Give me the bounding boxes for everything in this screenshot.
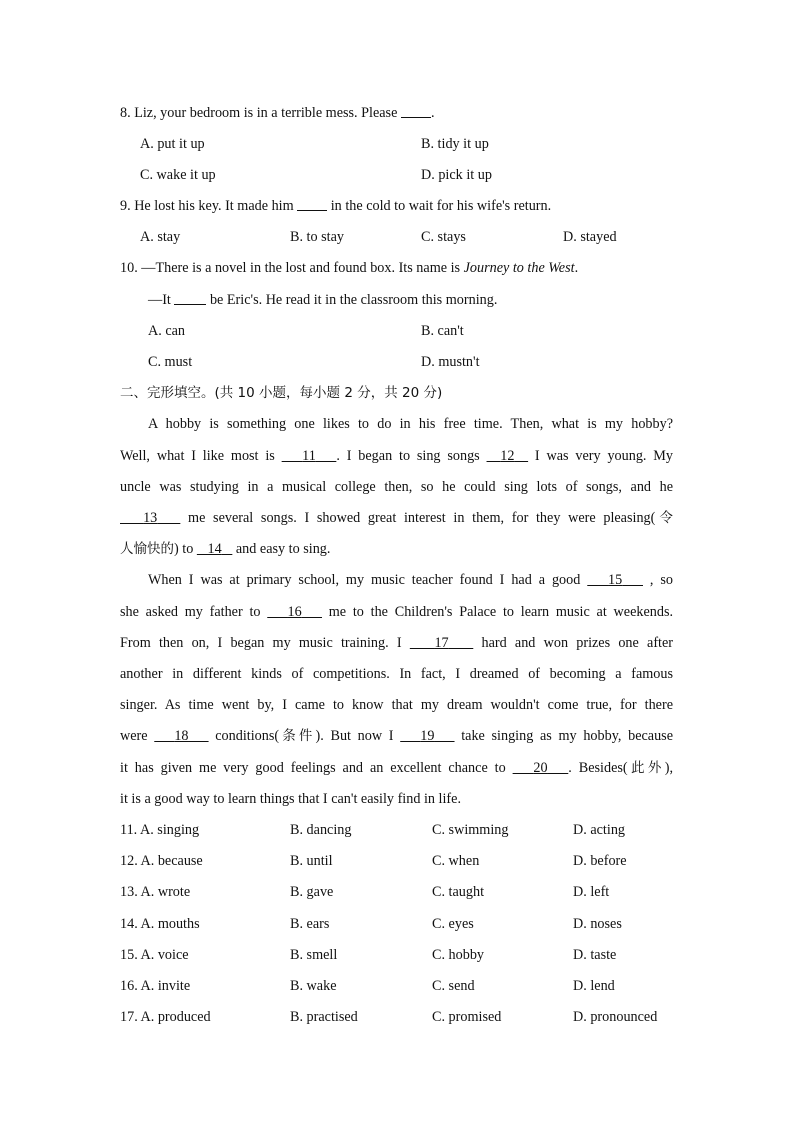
option-15c: C. hobby: [432, 947, 485, 963]
option-9b: B. to stay: [290, 229, 344, 245]
answer-blank: [401, 103, 431, 118]
passage-line: From then on, I began my music training. I 17 hard and won prizes one after: [120, 635, 674, 651]
blank-19: 19: [420, 728, 435, 744]
passage-line: Well, what I like most is 11 . I began to sing songs 12 I was very young. My: [120, 448, 674, 464]
option-12a: 12. A. because: [120, 853, 203, 869]
option-8d: D. pick it up: [421, 167, 492, 183]
book-title: Journey to the West: [463, 260, 575, 276]
blank-18: 18: [174, 728, 189, 744]
passage-line: another in different kinds of competitions. In fact, I dreamed of becoming a famous: [120, 666, 673, 682]
option-16d: D. lend: [573, 978, 615, 994]
question-10-line2: —It be Eric's. He read it in the classroom this morning.: [148, 292, 498, 308]
option-13b: B. gave: [290, 884, 334, 900]
option-14b: B. ears: [290, 916, 330, 932]
option-15d: D. taste: [573, 947, 617, 963]
passage-line: When I was at primary school, my music teacher found I had a good 15 , so: [148, 572, 673, 588]
option-12b: B. until: [290, 853, 333, 869]
option-15a: 15. A. voice: [120, 947, 189, 963]
option-12d: D. before: [573, 853, 627, 869]
option-11c: C. swimming: [432, 822, 509, 838]
option-8a: A. put it up: [140, 136, 205, 152]
question-8-stem: 8. Liz, your bedroom is in a terrible mess. Please .: [120, 105, 435, 121]
option-10b: B. can't: [421, 323, 464, 339]
blank-16: 16: [287, 604, 302, 620]
blank-20: 20: [533, 760, 548, 776]
option-11b: B. dancing: [290, 822, 352, 838]
option-14a: 14. A. mouths: [120, 916, 200, 932]
passage-line: singer. As time went by, I came to know that my dream wouldn't come true, for there: [120, 697, 673, 713]
option-8c: C. wake it up: [140, 167, 216, 183]
option-13d: D. left: [573, 884, 610, 900]
option-17c: C. promised: [432, 1009, 502, 1025]
option-16a: 16. A. invite: [120, 978, 191, 994]
option-11d: D. acting: [573, 822, 626, 838]
option-9a: A. stay: [140, 229, 181, 245]
section-heading: 二、完形填空。(共 10 小题，每小题 2 分，共 20 分): [120, 385, 443, 401]
blank-13: 13: [143, 510, 158, 526]
question-10-line1: 10. —There is a novel in the lost and found box. Its name is Journey to the West.: [120, 260, 579, 276]
passage-line: 人愉快的) to 14 and easy to sing.: [120, 541, 331, 557]
option-13a: 13. A. wrote: [120, 884, 191, 900]
passage-line: A hobby is something one likes to do in his free time. Then, what is my hobby?: [148, 416, 673, 432]
option-17b: B. practised: [290, 1009, 358, 1025]
passage-line: 13 me several songs. I showed great interest in them, for they were pleasing(令: [120, 508, 673, 528]
blank-17: 17: [434, 635, 449, 651]
passage-line: uncle was studying in a musical college then, so he could sing lots of songs, and he: [120, 479, 673, 495]
question-9-stem: 9. He lost his key. It made him in the cold to wait for his wife's return.: [120, 198, 552, 214]
option-13c: C. taught: [432, 884, 485, 900]
option-16b: B. wake: [290, 978, 337, 994]
blank-12: 12: [500, 448, 515, 464]
option-10a: A. can: [148, 323, 186, 339]
option-17d: D. pronounced: [573, 1009, 658, 1025]
option-10c: C. must: [148, 354, 193, 370]
passage-line: it is a good way to learn things that I can't easily find in life.: [120, 791, 462, 807]
option-15b: B. smell: [290, 947, 338, 963]
blank-11: 11: [302, 448, 316, 464]
answer-blank: [174, 290, 206, 305]
passage-line: were 18 conditions(条件). But now I 19 take singing as my hobby, because: [120, 728, 674, 744]
passage-line: it has given me very good feelings and an excellent chance to 20 . Besides(此外),: [120, 760, 674, 776]
option-11a: 11. A. singing: [120, 822, 200, 838]
option-14c: C. eyes: [432, 916, 474, 932]
option-14d: D. noses: [573, 916, 622, 932]
option-16c: C. send: [432, 978, 475, 994]
blank-15: 15: [608, 572, 623, 588]
option-12c: C. when: [432, 853, 480, 869]
option-9d: D. stayed: [563, 229, 617, 245]
answer-blank: [297, 196, 327, 211]
blank-14: 14: [207, 541, 222, 557]
option-17a: 17. A. produced: [120, 1009, 211, 1025]
option-8b: B. tidy it up: [421, 136, 489, 152]
option-9c: C. stays: [421, 229, 466, 245]
option-10d: D. mustn't: [421, 354, 480, 370]
passage-line: she asked my father to 16 me to the Children's Palace to learn music at weekends.: [120, 604, 674, 620]
